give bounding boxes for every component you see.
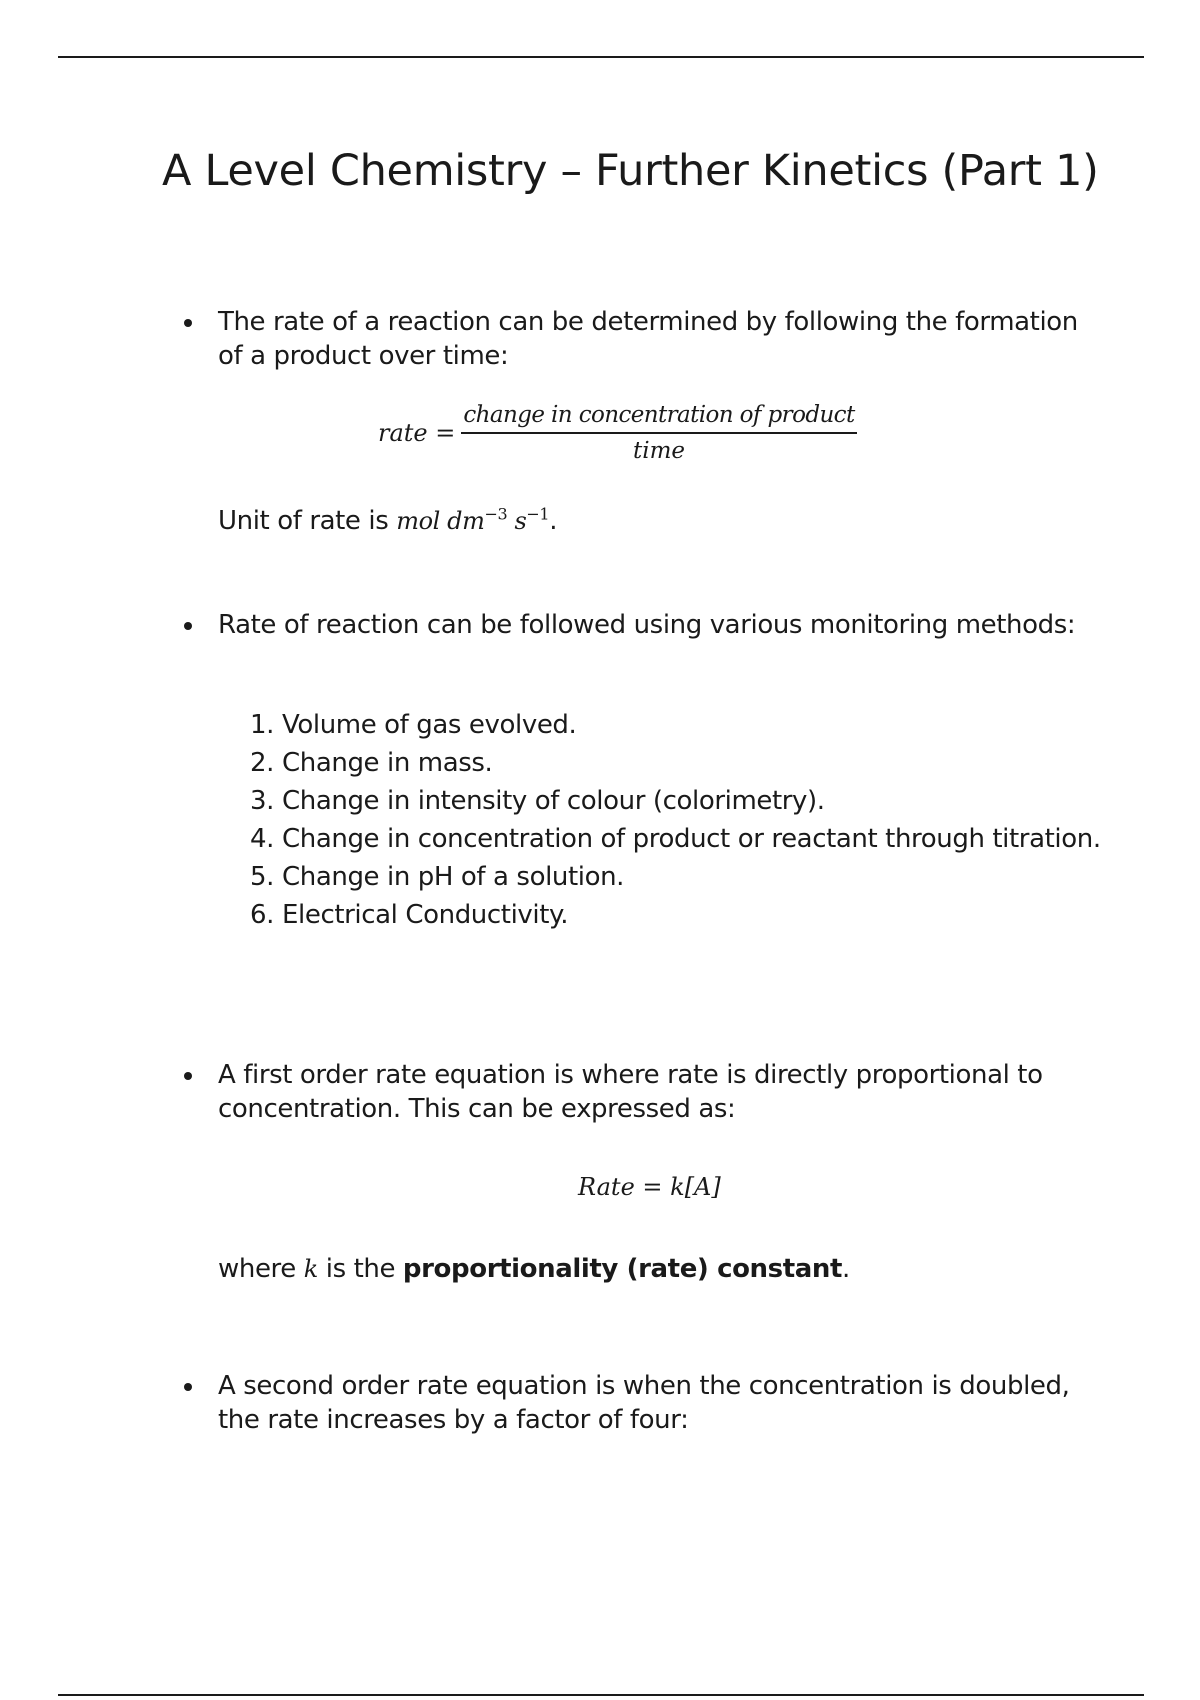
list-item-number: 1. [249,710,274,740]
list-item [242,820,1102,858]
list-item-number: 3. [249,786,274,816]
bullet-icon [184,1383,192,1391]
bullet-icon [184,319,192,327]
unit-line [218,506,557,536]
list-item [242,896,1102,934]
bullet-text: A first order rate equation is where rate is directly proportional to concentration. This can be expressed as: [218,1060,1043,1124]
list-item-text: Change in concentration of product or reactant through titration. [282,824,1101,854]
list-item-text: Change in mass. [282,748,493,778]
list-item [242,744,1102,782]
equation-lhs: rate = [378,419,456,447]
unit-exponent-s: −1 [526,504,550,524]
list-item-number: 5. [249,862,274,892]
first-order-equation: Rate = k[A] [578,1173,721,1201]
unit-suffix: . [549,506,558,536]
monitoring-methods-list [242,706,1102,934]
list-item [242,782,1102,820]
bullet-section-first-order [184,1058,1084,1126]
bullet-text: The rate of a reaction can be determined by following the formation of a product over time: [218,307,1078,371]
bullet-section-rate-definition [184,305,1084,373]
page-title: A Level Chemistry – Further Kinetics (Part 1) [162,146,1099,196]
bullet-section-second-order [184,1369,1084,1437]
rate-equation [378,402,857,464]
note-bold-term: proportionality (rate) constant [402,1254,843,1284]
list-item [242,706,1102,744]
fraction [461,402,856,464]
bottom-rule [58,1694,1144,1696]
list-item-text: Volume of gas evolved. [282,710,577,740]
bullet-icon [184,1072,192,1080]
unit-mol-dm: mol dm [396,507,485,535]
top-rule [58,56,1144,58]
list-item-text: Electrical Conductivity. [282,900,569,930]
unit-prefix: Unit of rate is [218,506,397,536]
unit-exponent-dm: −3 [484,504,508,524]
note-prefix: where [218,1254,304,1284]
bullet-text: A second order rate equation is when the concentration is doubled, the rate increases by a factor of four: [218,1371,1070,1435]
fraction-denominator: time [632,438,685,464]
bullet-icon [184,622,192,630]
rate-constant-note [218,1254,850,1284]
unit-s: s [507,507,527,535]
bullet-text: Rate of reaction can be followed using various monitoring methods: [218,610,1076,640]
list-item-number: 6. [249,900,274,930]
list-item [242,858,1102,896]
list-item-number: 4. [249,824,274,854]
note-suffix: . [842,1254,850,1284]
fraction-numerator: change in concentration of product [463,402,855,428]
note-middle: is the [317,1254,403,1284]
list-item-number: 2. [249,748,274,778]
note-variable: k [303,1255,318,1283]
bullet-section-monitoring-methods [184,608,1084,642]
list-item-text: Change in pH of a solution. [282,862,625,892]
list-item-text: Change in intensity of colour (colorimetry). [282,786,825,816]
